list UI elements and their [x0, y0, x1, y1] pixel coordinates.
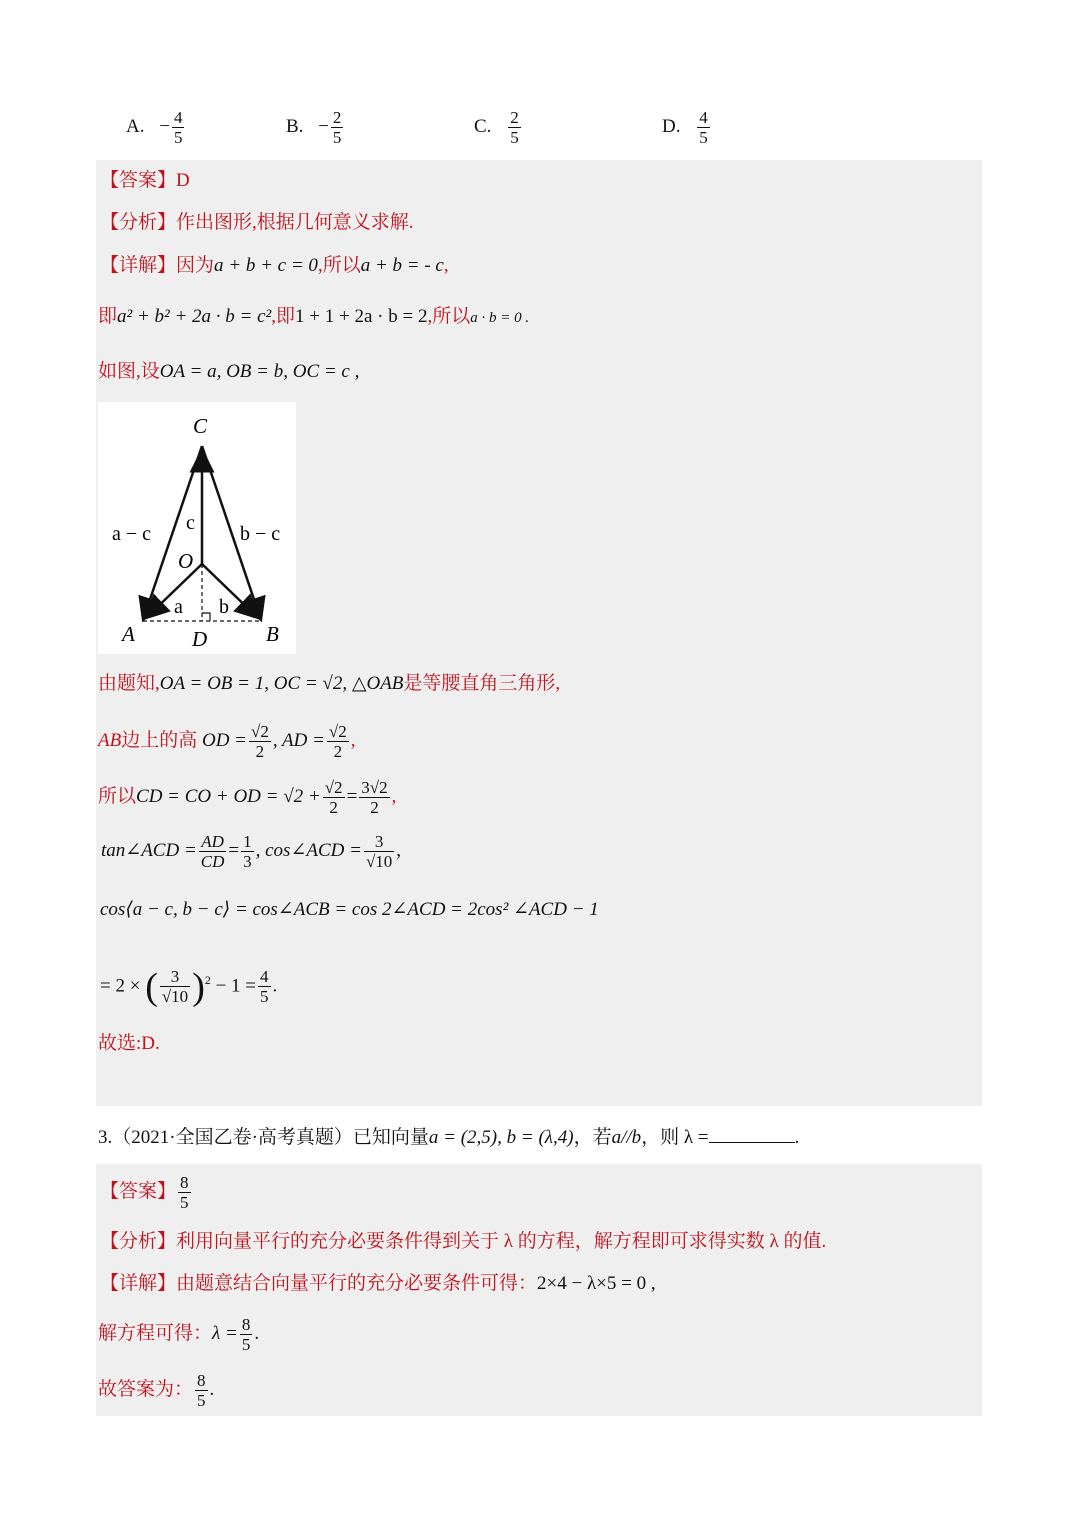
label-b-minus-c: b − c [240, 523, 281, 545]
q2-answer: 【答案】D [100, 170, 190, 191]
q2-conclusion: 故选:D. [98, 1033, 160, 1054]
label-d: D [192, 627, 208, 651]
q2-line8: cos⟨a − c, b − c⟩ = cos∠ACB = cos 2∠ACD = 2cos² ∠ACD − 1 [100, 899, 599, 920]
answer-blank[interactable] [709, 1124, 795, 1143]
edge-ob [202, 564, 258, 618]
q3-answer: 【答案】 $\frac{8}{5}$ [100, 1173, 189, 1213]
q2-line3: 如图,设OA = a, OB = b, OC = c , [98, 361, 360, 382]
triangle-figure [98, 402, 296, 654]
label-vec-b: b [219, 596, 229, 618]
q2-line2: 即a² + b² + 2a · b = c²,即1 + 1 + 2a · b = 2,所以a · b = 0 . [98, 306, 530, 327]
q3-analysis: 【分析】利用向量平行的充分必要条件得到关于 λ 的方程，解方程即可求得实数 λ 的值. [100, 1231, 827, 1252]
q2-line5: AB边上的高 OD = $\frac{√2}{2}$ , AD = $\frac{√2}{2}$ , [98, 722, 356, 762]
figure-svg [98, 402, 296, 654]
option-c[interactable]: C. $\frac{2}{5}$ [474, 108, 519, 147]
q3-detail: 【详解】由题意结合向量平行的充分必要条件可得：2×4 − λ×5 = 0 , [100, 1273, 656, 1294]
label-a-minus-c: a − c [112, 523, 152, 545]
label-vec-a: a [174, 596, 183, 618]
q2-analysis: 【分析】作出图形,根据几何意义求解. [100, 212, 414, 233]
q2-line6: 所以CD = CO + OD = √2 + $\frac{√2}{2}$ = $\frac{3√2}{2}$ , [98, 778, 397, 818]
q3-question: 3.（2021·全国乙卷·高考真题）已知向量a = (2,5), b = (λ,4)，若a//b，则 λ = . [98, 1124, 799, 1150]
label-c: C [193, 414, 208, 438]
label-a: A [122, 622, 135, 646]
q3-solve: 解方程可得：λ = $\frac{8}{5}$ . [98, 1315, 260, 1355]
q3-final: 故答案为： $\frac{8}{5}$ . [98, 1371, 215, 1411]
label-o: O [178, 549, 194, 573]
q2-line7: tan∠ACD = $\frac{AD}{CD}$ = $\frac{1}{3}$ , cos∠ACD = $\frac{3}{√10}$ , [101, 832, 402, 872]
option-d[interactable]: D. $\frac{4}{5}$ [662, 108, 708, 147]
option-b[interactable]: B. − $\frac{2}{5}$ [286, 108, 342, 147]
q2-detail: 【详解】因为a + b + c = 0,所以a + b = - c, [100, 255, 449, 276]
label-b: B [266, 622, 279, 646]
q2-line4: 由题知,OA = OB = 1, OC = √2, △OAB是等腰直角三角形, [98, 673, 561, 694]
right-angle-mark [202, 613, 210, 621]
q2-line9: = 2 × ( $\frac{3}{√10}$ )$^2$ − 1 = $\frac{4}{5}$ . [100, 965, 278, 1008]
option-a[interactable]: A. − $\frac{4}{5}$ [126, 108, 183, 147]
label-vec-c: c [186, 512, 195, 534]
